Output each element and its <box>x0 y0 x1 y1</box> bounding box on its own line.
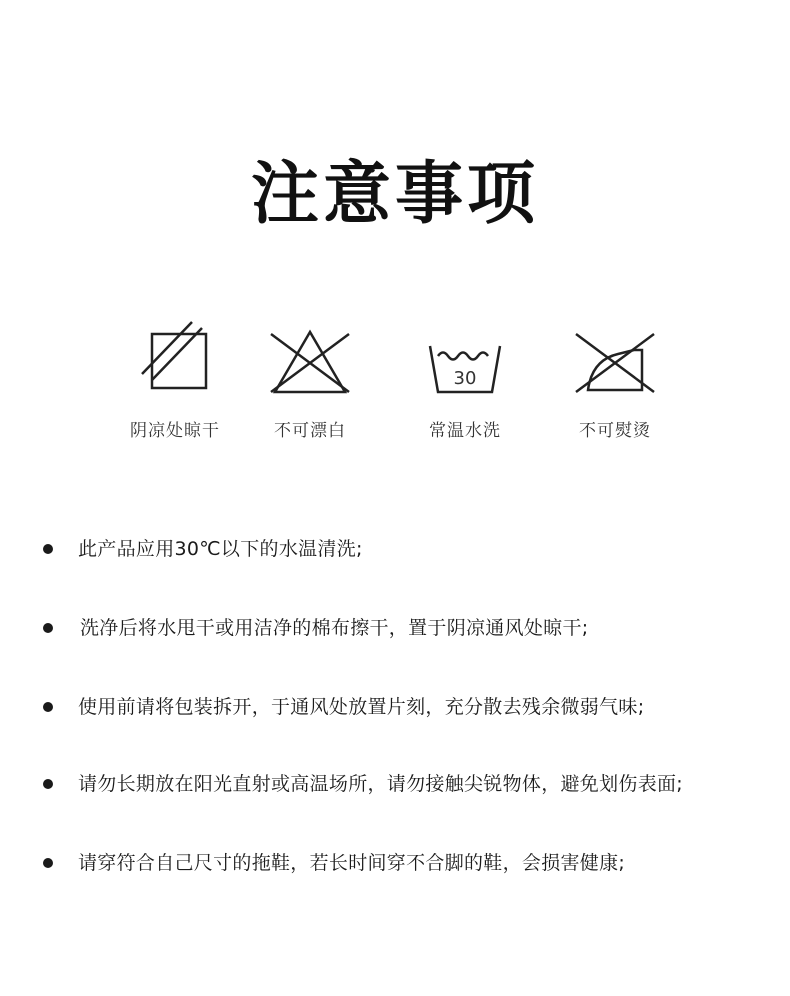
care-item-no-iron <box>545 318 685 441</box>
bullet-icon <box>43 858 53 868</box>
line-dry-in-shade-icon <box>130 318 220 398</box>
note-text: 请勿长期放在阳光直射或高温场所，请勿接触尖锐物体，避免划伤表面; <box>78 773 684 795</box>
bullet-icon <box>43 702 53 712</box>
note-text: 此产品应用30℃以下的水温清洗; <box>78 538 363 560</box>
bullet-icon <box>43 623 53 633</box>
note-text: 使用前请将包装拆开，于通风处放置片刻，充分散去残余微弱气味; <box>78 696 645 718</box>
bullet-icon <box>43 779 53 789</box>
note-text: 洗净后将水甩干或用洁净的棉布擦干，置于阴凉通风处晾干; <box>80 617 589 639</box>
care-label-no-iron: 不可熨烫 <box>579 421 651 441</box>
note-text: 请穿符合自己尺寸的拖鞋，若长时间穿不合脚的鞋，会损害健康; <box>78 852 626 874</box>
care-item-dry-shade <box>105 318 245 441</box>
care-item-wash-30 <box>395 318 535 441</box>
care-label-no-bleach: 不可漂白 <box>274 421 346 441</box>
care-item-no-bleach <box>240 318 380 441</box>
do-not-iron-icon <box>570 318 660 398</box>
page-title: 注意事项 <box>250 155 539 234</box>
do-not-bleach-icon <box>265 318 355 398</box>
bullet-icon <box>43 544 53 554</box>
note-item <box>0 765 790 805</box>
note-item <box>0 609 790 649</box>
care-label-wash: 常温水洗 <box>429 421 501 441</box>
note-item <box>0 688 790 728</box>
wash-30-icon <box>420 318 510 398</box>
note-item <box>0 844 790 884</box>
wash-temperature: 30 <box>453 368 477 389</box>
care-symbols <box>0 318 790 448</box>
care-label-dry-shade: 阴凉处晾干 <box>130 421 220 441</box>
note-item <box>0 530 790 570</box>
